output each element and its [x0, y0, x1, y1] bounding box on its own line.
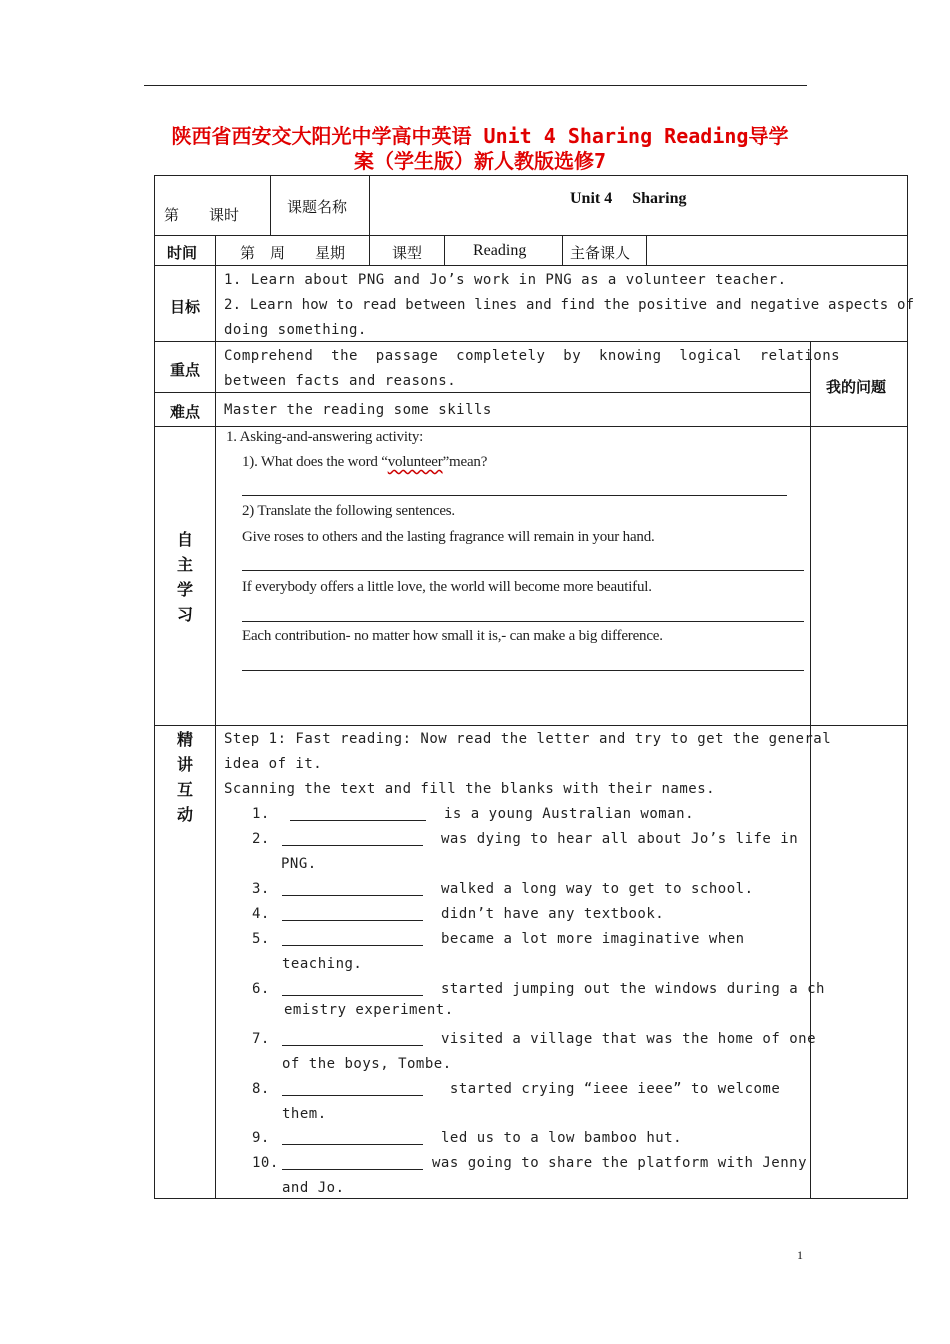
- list-item-continuation: of the boys, Tombe.: [282, 1056, 452, 1072]
- key-points-line-1: Comprehend the passage completely by knowing logical relations: [224, 348, 841, 364]
- list-item-number: 2.: [252, 831, 270, 847]
- answer-line-1[interactable]: [242, 495, 787, 496]
- list-item-number: 6.: [252, 981, 270, 997]
- goals-label: 目标: [170, 298, 201, 316]
- cell-divider: [215, 235, 216, 265]
- step-1-line-1: Step 1: Fast reading: Now read the letter and try to get the general: [224, 731, 832, 747]
- list-item-text: started crying “ieee ieee” to welcome: [441, 1081, 781, 1097]
- name-blank-6[interactable]: [282, 995, 423, 996]
- list-item-number: 3.: [252, 881, 270, 897]
- table-border-top: [154, 175, 908, 176]
- table-border-right: [907, 175, 908, 1198]
- name-blank-4[interactable]: [282, 920, 423, 921]
- goal-line-2: 2. Learn how to read between lines and find the positive and negative aspects of: [224, 297, 915, 313]
- question-2: 2) Translate the following sentences.: [242, 503, 455, 519]
- answer-line-3[interactable]: [242, 621, 804, 622]
- list-item-number: 5.: [252, 931, 270, 947]
- name-blank-9[interactable]: [282, 1144, 423, 1145]
- list-item-text: was going to share the platform with Jenny: [432, 1155, 808, 1171]
- cell-divider: [562, 235, 563, 265]
- list-item-number: 7.: [252, 1031, 270, 1047]
- name-blank-7[interactable]: [282, 1045, 423, 1046]
- activity-heading: 1. Asking-and-answering activity:: [226, 429, 424, 445]
- period-label: 第 课时: [164, 206, 240, 224]
- name-blank-3[interactable]: [282, 895, 423, 896]
- self-study-label: 自 主 学 习: [176, 530, 193, 624]
- lesson-type-value: Reading: [473, 242, 527, 259]
- list-item-text: led us to a low bamboo hut.: [441, 1130, 683, 1146]
- list-item-text: walked a long way to get to school.: [441, 881, 754, 897]
- interaction-label: 精 讲 互 动: [176, 730, 193, 824]
- lesson-type-label: 课型: [392, 244, 423, 262]
- list-item-text: visited a village that was the home of one: [441, 1031, 817, 1047]
- cell-divider: [646, 235, 647, 265]
- sentence-1: Give roses to others and the lasting fragrance will remain in your hand.: [242, 529, 655, 545]
- lead-teacher-label: 主备课人: [570, 244, 631, 262]
- page-number: 1: [797, 1248, 803, 1262]
- list-item-number: 8.: [252, 1081, 270, 1097]
- row-divider: [154, 426, 908, 427]
- list-item-text: didn’t have any textbook.: [441, 906, 665, 922]
- cell-divider: [369, 175, 370, 235]
- goal-line-3: doing something.: [224, 322, 367, 338]
- name-blank-5[interactable]: [282, 945, 423, 946]
- list-item-text: is a young Australian woman.: [444, 806, 695, 822]
- document-title-line-1: 陕西省西安交大阳光中学高中英语 Unit 4 Sharing Reading导学: [171, 124, 789, 148]
- list-item-continuation: and Jo.: [282, 1180, 345, 1196]
- goal-line-1: 1. Learn about PNG and Jo’s work in PNG as a volunteer teacher.: [224, 272, 787, 288]
- topic-value: Unit 4 Sharing: [570, 190, 687, 207]
- label-column-divider: [215, 265, 216, 1198]
- document-title-line-2: 案（学生版）新人教版选修7: [353, 149, 607, 173]
- name-blank-10[interactable]: [282, 1169, 423, 1170]
- name-blank-2[interactable]: [282, 845, 423, 846]
- difficulties-text: Master the reading some skills: [224, 402, 492, 418]
- cell-divider: [270, 175, 271, 235]
- answer-line-4[interactable]: [242, 670, 804, 671]
- cell-divider: [444, 235, 445, 265]
- sentence-2: If everybody offers a little love, the world will become more beautiful.: [242, 579, 652, 595]
- table-border-bottom: [154, 1198, 908, 1199]
- cell-divider: [369, 235, 370, 265]
- row-divider: [154, 392, 810, 393]
- difficulties-label: 难点: [170, 403, 201, 421]
- key-points-line-2: between facts and reasons.: [224, 373, 457, 389]
- step-1-line-2: idea of it.: [224, 756, 323, 772]
- row-divider: [154, 341, 908, 342]
- key-points-label: 重点: [170, 361, 201, 379]
- list-item-continuation: them.: [282, 1106, 327, 1122]
- list-item-text: started jumping out the windows during a ch: [441, 981, 825, 997]
- table-border-left: [154, 175, 155, 1198]
- time-label: 时间: [167, 244, 198, 262]
- name-blank-8[interactable]: [282, 1095, 423, 1096]
- answer-line-2[interactable]: [242, 570, 804, 571]
- row-divider: [154, 235, 908, 236]
- my-questions-label: 我的问题: [826, 378, 887, 396]
- row-divider: [154, 725, 908, 726]
- name-blank-1[interactable]: [290, 820, 426, 821]
- list-item-number: 4.: [252, 906, 270, 922]
- list-item-continuation: emistry experiment.: [284, 1002, 454, 1018]
- list-item-text: became a lot more imaginative when: [441, 931, 745, 947]
- week-value: 第 周 星期: [240, 244, 346, 262]
- list-item-number: 1.: [252, 806, 270, 822]
- question-1: 1). What does the word “volunteer”mean?: [242, 454, 488, 470]
- list-item-text: was dying to hear all about Jo’s life in: [441, 831, 799, 847]
- list-item-continuation: teaching.: [282, 956, 363, 972]
- questions-column-divider: [810, 341, 811, 1198]
- scanning-instruction: Scanning the text and fill the blanks with their names.: [224, 781, 716, 797]
- list-item-number: 9.: [252, 1130, 270, 1146]
- sentence-3: Each contribution- no matter how small it is,- can make a big difference.: [242, 628, 663, 644]
- list-item-number: 10.: [252, 1155, 279, 1171]
- header-rule: [144, 85, 807, 86]
- list-item-continuation: PNG.: [281, 856, 317, 872]
- row-divider: [154, 265, 908, 266]
- topic-label: 课题名称: [287, 198, 348, 216]
